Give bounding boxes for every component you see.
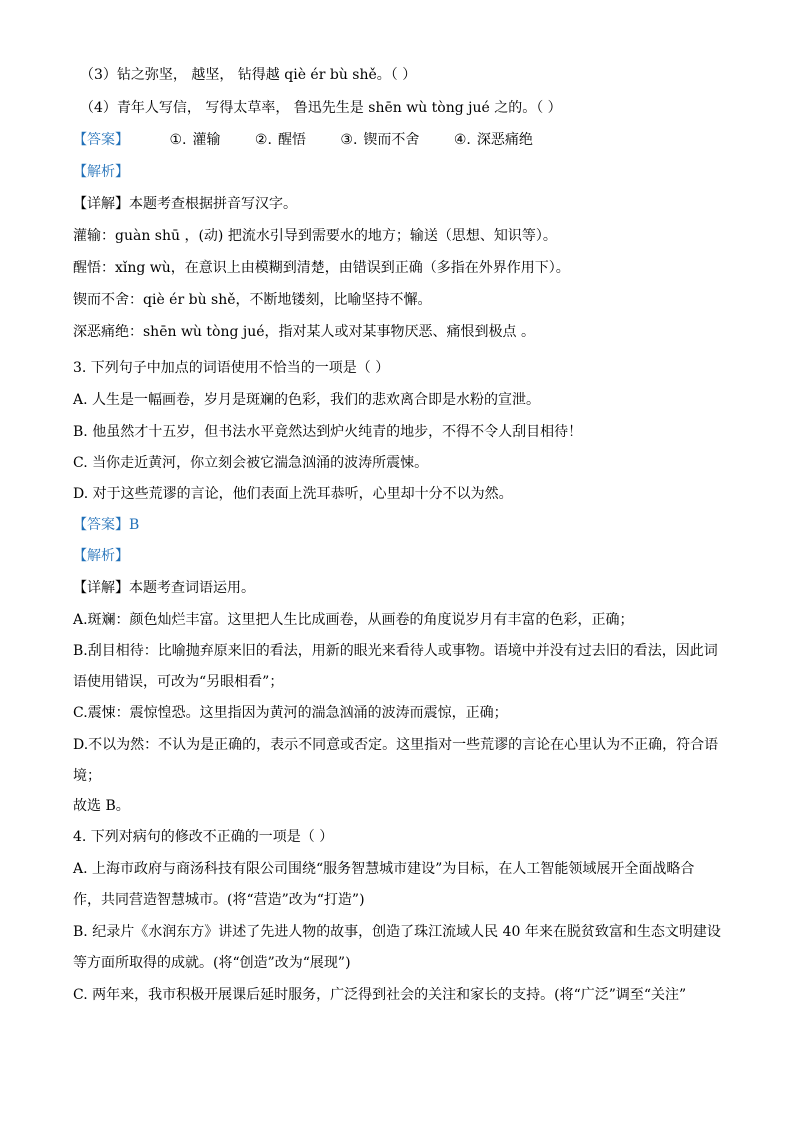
explanation-line: D.不以为然：不认为是正确的，表示不同意或否定。这里指对一些荒谬的言论在心里认为不正确，符合语 — [73, 737, 719, 753]
q4-option-c: C. 两年来，我市积极开展课后延时服务，广泛得到社会的关注和家长的支持。(将“广泛”调至“关注” — [73, 987, 687, 1003]
answer-item: ③. 锲而不舍 — [340, 132, 420, 148]
explanation-line: B.刮目相待：比喻抛弃原来旧的看法，用新的眼光来看待人或事物。语境中并没有过去旧的看法，因此词 — [73, 643, 718, 659]
analysis-tag: 【解析】 — [73, 548, 129, 564]
q3-option-c: C. 当你走近黄河，你立刻会被它湍急汹涌的波涛所震悚。 — [73, 455, 429, 471]
explanation-line: 境； — [73, 768, 101, 784]
explanation-line: 锲而不舍：qiè ér bù shě，不断地镂刻，比喻坚持不懈。 — [73, 292, 432, 308]
explanation-line: 深恶痛绝：shēn wù tòng jué，指对某人或对某事物厌恶、痛恨到极点 。 — [73, 324, 535, 340]
analysis-tag: 【解析】 — [73, 164, 129, 180]
explanation-line: 灌输：guàn shū ，(动) 把流水引导到需要水的地方；输送（思想、知识等）。 — [73, 228, 557, 244]
explanation-line: 故选 B。 — [73, 798, 130, 814]
q3-option-a: A. 人生是一幅画卷，岁月是斑斓的色彩，我们的悲欢离合即是水粉的宣泄。 — [73, 392, 541, 408]
explanation-line: A.斑斓：颜色灿烂丰富。这里把人生比成画卷，从画卷的角度说岁月有丰富的色彩，正确； — [73, 612, 634, 628]
q4-option-a-cont: 作，共同营造智慧城市。(将“营造”改为“打造”) — [73, 892, 365, 908]
answer-tag: 【答案】 — [73, 132, 129, 148]
detail-line: 【详解】本题考查根据拼音写汉字。 — [73, 196, 297, 212]
q3-answer: 【答案】B — [73, 517, 140, 533]
explanation-line: 语使用错误，可改为“另眼相看”； — [73, 674, 284, 690]
explanation-line: C.震悚：震惊惶恐。这里指因为黄河的湍急汹涌的波涛而震惊，正确； — [73, 705, 508, 721]
explanation-line: 醒悟：xǐng wù，在意识上由模糊到清楚，由错误到正确（多指在外界作用下）。 — [73, 260, 570, 276]
answer-item: ④. 深恶痛绝 — [453, 132, 533, 148]
answer-item: ②. 醒悟 — [254, 132, 306, 148]
q2-item-4: （4）青年人写信， 写得太草率， 鲁迅先生是 shēn wù tòng jué 之的。（ ） — [80, 100, 562, 116]
q2-answer-row — [73, 130, 563, 150]
q4-option-b: B. 纪录片《水润东方》讲述了先进人物的故事，创造了珠江流域人民 40 年来在脱贫致富和生态文明建设 — [73, 924, 721, 940]
detail-line: 【详解】本题考查词语运用。 — [73, 580, 255, 596]
q3-stem: 3. 下列句子中加点的词语使用不恰当的一项是（ ） — [73, 360, 390, 376]
answer-item: ①. 灌输 — [169, 132, 221, 148]
q2-item-3: （3）钻之弥坚， 越坚， 钻得越 qiè ér bù shě。（ ） — [80, 67, 417, 83]
q4-option-a: A. 上海市政府与商汤科技有限公司围绕“服务智慧城市建设”为目标，在人工智能领域展开全面战略合 — [73, 861, 695, 877]
q3-option-d: D. 对于这些荒谬的言论，他们表面上洗耳恭听，心里却十分不以为然。 — [73, 486, 513, 502]
q3-option-b: B. 他虽然才十五岁，但书法水平竟然达到炉火纯青的地步，不得不令人刮目相待！ — [73, 424, 583, 440]
q4-stem: 4. 下列对病句的修改不正确的一项是（ ） — [73, 829, 334, 845]
q4-option-b-cont: 等方面所取得的成就。(将“创造”改为“展现”) — [73, 955, 351, 971]
